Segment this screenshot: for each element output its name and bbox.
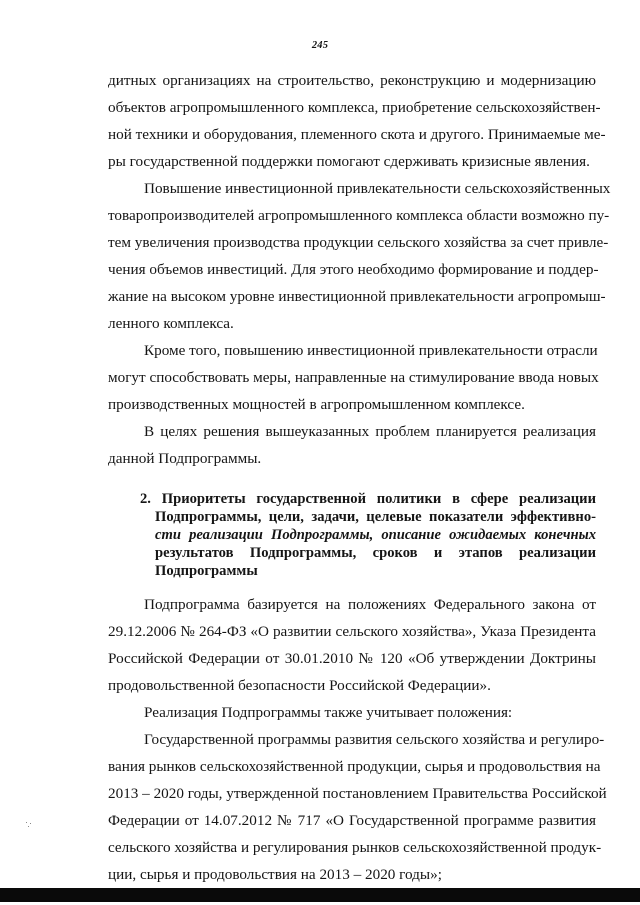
text-line: 2013 – 2020 годы, утвержденной постановлением Правительства Российской — [108, 785, 607, 802]
text-line: тем увеличения производства продукции сельского хозяйства за счет привле- — [108, 234, 609, 251]
text-line: продовольственной безопасности Российской Федерации». — [108, 677, 491, 694]
text-line: ры государственной поддержки помогают сдерживать кризисные явления. — [108, 153, 590, 170]
section-heading-line: сти реализации Подпрограммы, описание ожидаемых конечных — [155, 527, 596, 543]
text-line: Повышение инвестиционной привлекательности сельскохозяйственных — [144, 180, 611, 197]
text-line: Реализация Подпрограммы также учитывает положения: — [144, 704, 513, 721]
text-line: Государственной программы развития сельского хозяйства и регулиро- — [144, 731, 605, 748]
text-line: 29.12.2006 № 264-ФЗ «О развитии сельского хозяйства», Указа Президента — [108, 623, 596, 640]
scan-speck — [26, 822, 34, 828]
text-line: ной техники и оборудования, племенного скота и другого. Принимаемые ме- — [108, 126, 606, 143]
text-line: Российской Федерации от 30.01.2010 № 120 «Об утверждении Доктрины — [108, 650, 596, 667]
text-line: дитных организациях на строительство, реконструкцию и модернизацию — [108, 72, 596, 89]
section-heading-line: 2. Приоритеты государственной политики в сфере реализации — [140, 491, 596, 507]
text-line: вания рынков сельскохозяйственной продукции, сырья и продовольствия на — [108, 758, 601, 775]
text-line: объектов агропромышленного комплекса, приобретение сельскохозяйствен- — [108, 99, 601, 116]
scan-bottom-edge — [0, 888, 640, 902]
text-line: В целях решения вышеуказанных проблем планируется реализация — [144, 423, 596, 440]
text-line: ленного комплекса. — [108, 315, 234, 332]
text-line: Федерации от 14.07.2012 № 717 «О Государственной программе развития — [108, 812, 596, 829]
text-line: сельского хозяйства и регулирования рынков сельскохозяйственной продук- — [108, 839, 602, 856]
text-line: Подпрограмма базируется на положениях Федерального закона от — [144, 596, 596, 613]
text-line: могут способствовать меры, направленные на стимулирование ввода новых — [108, 369, 599, 386]
text-line: жание на высоком уровне инвестиционной привлекательности агропромыш- — [108, 288, 606, 305]
text-line: товаропроизводителей агропромышленного комплекса области возможно пу- — [108, 207, 610, 224]
section-heading-line: Подпрограммы, цели, задачи, целевые показатели эффективно- — [155, 509, 596, 525]
text-line: данной Подпрограммы. — [108, 450, 262, 467]
section-heading-line: результатов Подпрограммы, сроков и этапов реализации — [155, 545, 596, 561]
section-heading-line: Подпрограммы — [155, 563, 258, 579]
text-line: Кроме того, повышению инвестиционной привлекательности отрасли — [144, 342, 598, 359]
text-line: чения объемов инвестиций. Для этого необходимо формирование и поддер- — [108, 261, 599, 278]
text-line: производственных мощностей в агропромышленном комплексе. — [108, 396, 525, 413]
page-number: 245 — [311, 40, 329, 51]
text-line: ции, сырья и продовольствия на 2013 – 2020 годы»; — [108, 866, 442, 883]
